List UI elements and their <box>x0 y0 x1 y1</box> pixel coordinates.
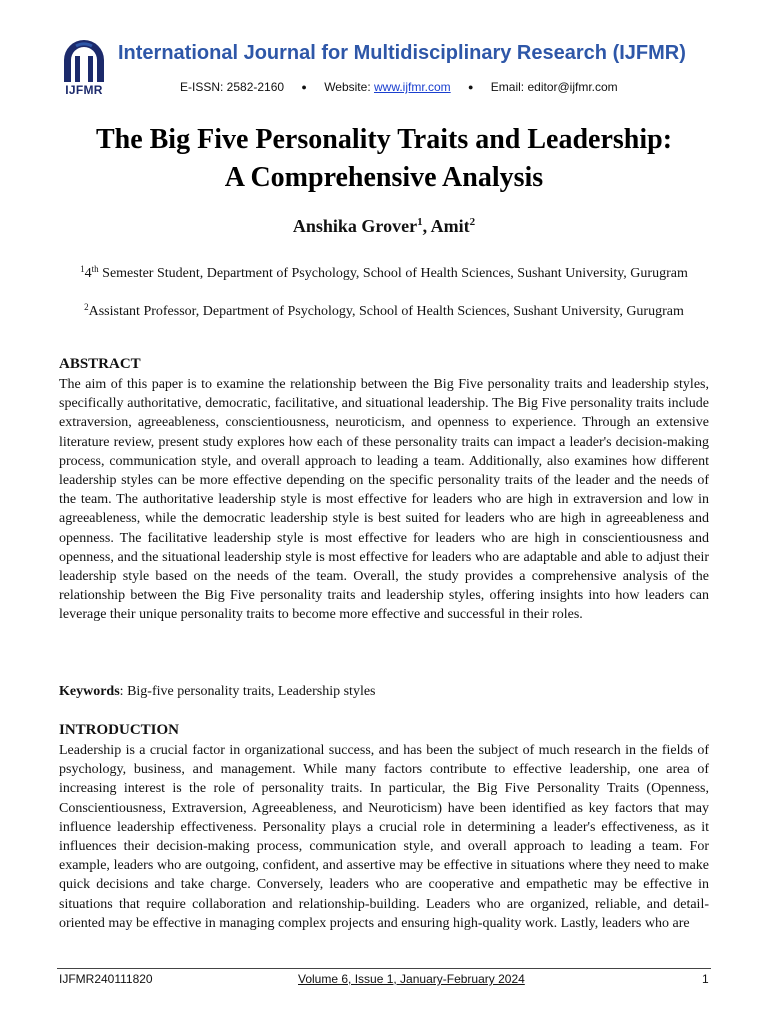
keywords-text: Big-five personality traits, Leadership styles <box>127 684 376 699</box>
email: Email: editor@ijfmr.com <box>490 80 618 94</box>
author-1: Anshika Grover <box>292 216 418 236</box>
author-2: Amit <box>430 216 470 236</box>
footer-page-number: 1 <box>702 972 709 986</box>
footer-volume[interactable]: Volume 6, Issue 1, January-February 2024 <box>298 972 525 986</box>
bullet-icon: ● <box>468 82 474 92</box>
authors <box>0 216 768 237</box>
introduction-body: Leadership is a crucial factor in organizational success, and has been the subject of much research in the fields of psychology, business, and management. While many factors contribute to effective leadership, one area of increasing interest is the role of personality traits. In particular, the Big Five Personality Traits (Openness, Conscientiousness, Extraversion, Agreeableness, and Neuroticism) have been identified as key factors that may influence leadership effectiveness. Personality plays a crucial role in determining a leader's effectiveness, as it influences their decision-making process, communication style, and overall approach to leading a team. For example, leaders who are outgoing, confident, and assertive may be effective in situations where they need to make quick decisions and take charge. Conversely, leaders who are cooperative and empathetic may be effective in situations that require collaboration and relationship-building. Leaders who are organized, reliable, and detail-oriented may be effective in managing complex projects and ensuring high-quality work. Lastly, leaders who are <box>59 743 709 931</box>
footer-paper-id: IJFMR240111820 <box>59 972 153 986</box>
eissn: E-ISSN: 2582-2160 <box>180 80 285 94</box>
journal-title <box>118 42 686 65</box>
title-line-2: A Comprehensive Analysis <box>224 162 544 193</box>
title-line-1: The Big Five Personality Traits and Leadership: <box>95 124 673 155</box>
affiliation-2 <box>70 298 698 321</box>
affil-1-text: Semester Student, Department of Psychology, School of Health Sciences, Sushant University, Gurugram <box>98 266 688 281</box>
journal-header <box>0 0 768 104</box>
journal-abbr: (IJFMR) <box>612 42 686 64</box>
keywords-separator: : <box>119 684 128 699</box>
introduction-heading: INTRODUCTION <box>59 722 180 738</box>
author-separator: , <box>422 216 431 236</box>
journal-meta <box>180 80 618 94</box>
affil-1-ordinal: 4 <box>84 266 92 281</box>
website-label: Website: <box>324 80 374 94</box>
website-link[interactable]: www.ijfmr.com <box>374 80 451 94</box>
keywords-label: Keywords <box>59 684 120 699</box>
affil-2-text: Assistant Professor, Department of Psychology, School of Health Sciences, Sushant University, Gurugram <box>88 304 684 319</box>
affil-2-marker: 2 <box>84 302 89 312</box>
author-1-sup: 1 <box>417 216 423 228</box>
abstract-heading: ABSTRACT <box>59 356 141 372</box>
journal-logo-icon <box>58 38 110 84</box>
abstract-body: The aim of this paper is to examine the relationship between the Big Five personality traits and leadership styles, specifically authoritative, democratic, facilitative, and situational leadership. The Big Five personality traits include extraversion, agreeableness, conscientiousness, neuroticism, and openness to experience. Through an extensive literature review, present study explores how each of these personality traits can impact a leader's decision-making process, communication style, and overall approach to leading a team. Additionally, also examines how different leadership styles can be more effective depending on the specific personality traits of the leader and the needs of the team. The authoritative leadership style is most effective for leaders who are high in extraversion and low in agreeableness, while the democratic leadership style is best suited for leaders who are high in agreeableness and openness. The facilitative leadership style is most effective for leaders who are high in conscientiousness and openness, and the situational leadership style is most effective for leaders who are adaptable and able to adjust their leadership style based on the needs of the team. Overall, the study provides a comprehensive analysis of the relationship between the Big Five personality traits and leadership styles, offering insights into how leaders can leverage their unique personality traits to become more effective and successful in their roles. <box>59 377 709 623</box>
footer-divider <box>57 968 711 969</box>
logo-text: IJFMR <box>65 83 103 97</box>
journal-name: International Journal for Multidisciplinary Research <box>118 42 607 64</box>
affil-1-marker: 1 <box>80 264 85 274</box>
affil-1-ordinal-suffix: th <box>91 264 99 274</box>
bullet-icon: ● <box>301 82 307 92</box>
author-2-sup: 2 <box>469 216 476 228</box>
affiliation-1 <box>70 260 698 283</box>
paper-title <box>0 121 768 197</box>
keywords <box>59 684 376 700</box>
